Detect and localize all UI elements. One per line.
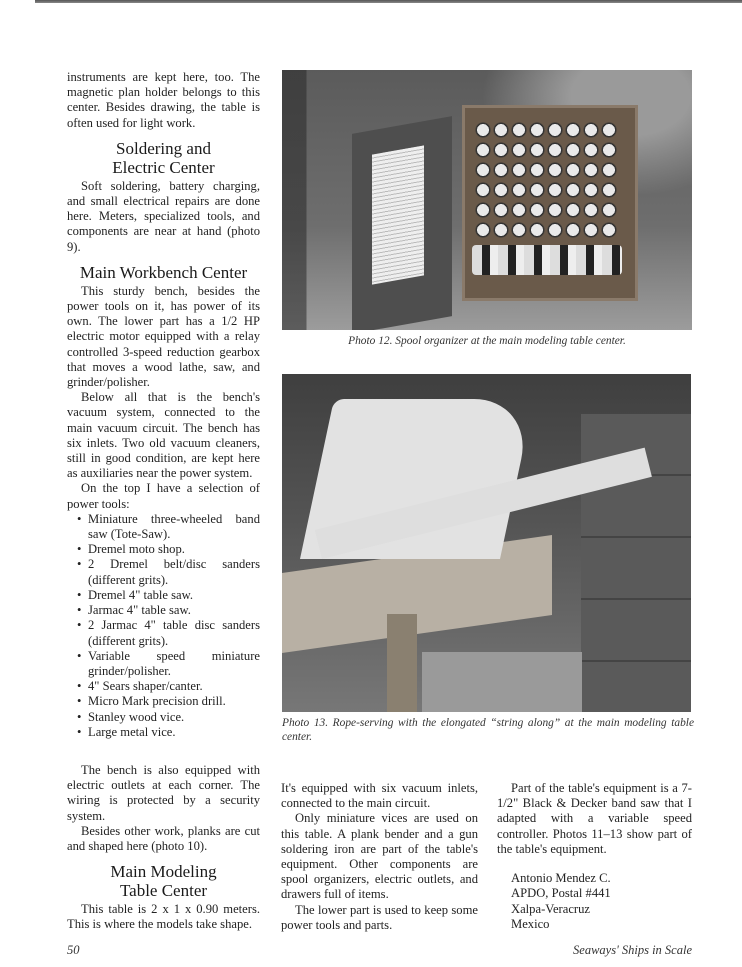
paragraph: Below all that is the bench's vacuum system, connected to the main vacuum circuit. The bench has six inlets. Two old vacuum cleaners, still in good condition, are kept here as auxiliaries near the power system. xyxy=(67,390,260,481)
intro-paragraph: instruments are kept here, too. The magnetic plan holder belongs to this center. Besides drawing, the table is often used for light work. xyxy=(67,70,260,130)
heading-line: Electric Center xyxy=(112,157,215,177)
address-line: APDO, Postal #441 xyxy=(511,886,611,901)
reference-chart xyxy=(372,145,424,284)
tape-rolls xyxy=(472,245,622,275)
page-number: 50 xyxy=(67,943,80,957)
bottom-right-column xyxy=(497,781,692,933)
address-country: Mexico xyxy=(511,917,550,932)
left-column xyxy=(67,70,260,740)
list-item: • Stanley wood vice. xyxy=(77,710,260,725)
top-rule xyxy=(35,0,742,3)
photo-caption: Photo 13. Rope-serving with the elongated “string along” at the main modeling table center. xyxy=(282,717,694,743)
power-tools-list xyxy=(67,512,260,740)
paragraph: Besides other work, planks are cut and shaped here (photo 10). xyxy=(67,823,260,854)
address-line: Xalpa-Veracruz xyxy=(511,901,591,916)
thread-spools xyxy=(474,120,619,240)
heading-line: Main Modeling xyxy=(110,862,217,882)
paragraph: Soft soldering, battery charging, and small electrical repairs are done here. Meters, specialized tools, and components are near at hand (photo 9). xyxy=(67,178,260,254)
paragraph: On the top I have a selection of power tools: xyxy=(67,481,260,511)
list-item: • 4" Sears shaper/canter. xyxy=(77,679,260,694)
list-item: • Large metal vice. xyxy=(77,725,260,740)
heading-line: Table Center xyxy=(119,881,208,901)
running-title: Seaways' Ships in Scale xyxy=(573,943,692,957)
paragraph: Only miniature vices are used on this table. A plank bender and a gun soldering iron are part of the table's equipment. Other components are spool organizers, electric outlets, and drawers full of items. xyxy=(281,811,478,902)
paragraph: This sturdy bench, besides the power tools on it, has power of its own. The lower part has a 1/2 HP electric motor equipped with a relay controlled 3-speed reduction gearbox that moves a wood lathe, saw, and grinder/polisher. xyxy=(67,283,260,390)
list-item: • 2 Jarmac 4" table disc sanders (different grits). xyxy=(77,618,260,648)
list-item: • Micro Mark precision drill. xyxy=(77,694,260,709)
paragraph: The bench is also equipped with electric outlets at each corner. The wiring is protected by a security system. xyxy=(67,763,260,823)
list-item: • Dremel 4" table saw. xyxy=(77,588,260,603)
paragraph: The lower part is used to keep some power tools and parts. xyxy=(281,902,478,932)
list-item: • Jarmac 4" table saw. xyxy=(77,603,260,618)
heading-soldering-center xyxy=(67,139,260,177)
photo-rope-serving xyxy=(282,374,691,712)
bottom-middle-column xyxy=(281,781,478,933)
paragraph: This table is 2 x 1 x 0.90 meters. This is where the models take shape. xyxy=(67,902,260,932)
list-item: • Dremel moto shop. xyxy=(77,542,260,557)
bench-leg xyxy=(387,614,417,712)
paragraph: It's equipped with six vacuum inlets, connected to the main circuit. xyxy=(281,781,478,811)
photo-caption: Photo 12. Spool organizer at the main modeling table center. xyxy=(348,335,626,347)
floor xyxy=(422,652,582,712)
author-address xyxy=(497,871,692,933)
list-item: • Variable speed miniature grinder/polisher. xyxy=(77,649,260,679)
bottom-left-column xyxy=(67,763,260,933)
list-item: • 2 Dremel belt/disc sanders (different grits). xyxy=(77,557,260,587)
heading-main-workbench: Main Workbench Center xyxy=(79,262,248,282)
heading-line: Soldering and xyxy=(116,138,211,158)
paragraph: Part of the table's equipment is a 7-1/2" Black & Decker band saw that I adapted with a variable speed controller. Photos 11–13 show part of the table's equipment. xyxy=(497,781,692,856)
author-name: Antonio Mendez C. xyxy=(511,871,611,886)
heading-main-modeling-table xyxy=(67,862,260,900)
photo-spool-organizer xyxy=(282,70,692,330)
list-item: • Miniature three-wheeled band saw (Tote-Saw). xyxy=(77,512,260,542)
